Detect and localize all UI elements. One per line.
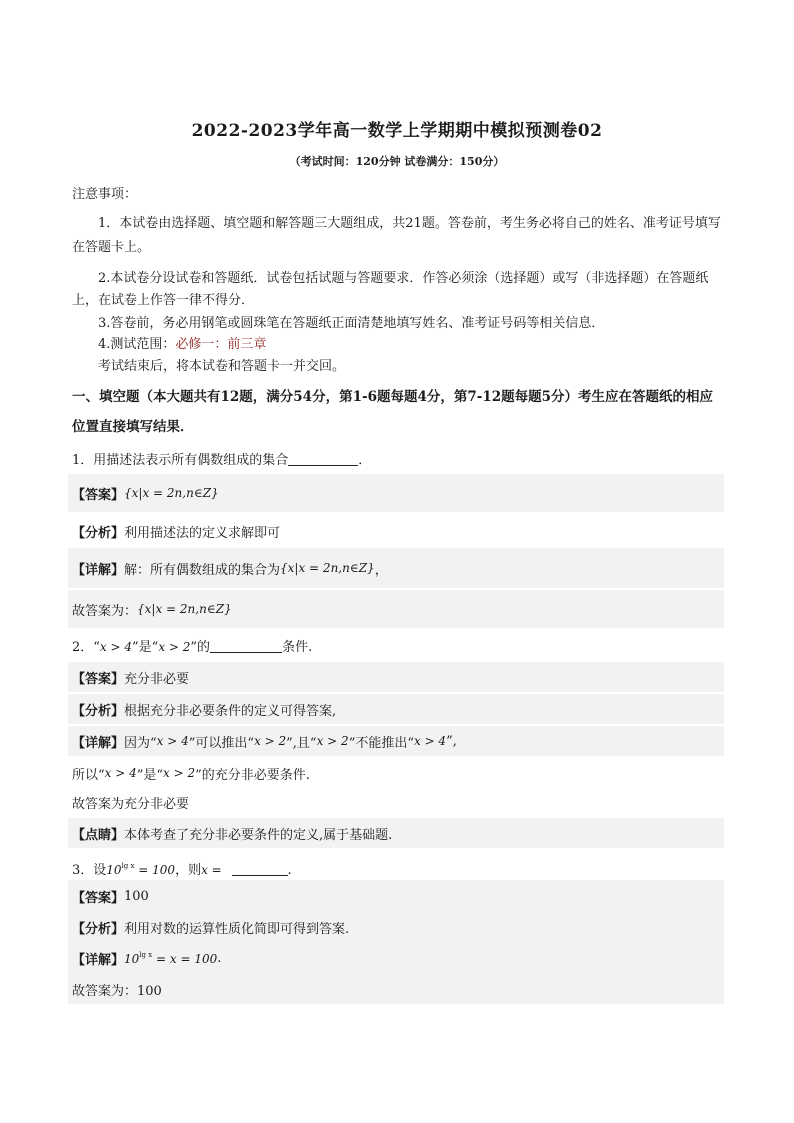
q2-comment-row [68,818,724,848]
question-1-end: ． [358,453,372,468]
note-3: 3.答卷前，务必用钢笔或圆珠笔在答题纸正面清楚地填写姓名、准考证号码等相关信息． [98,316,605,331]
question-3-part: 3．设 [72,863,107,878]
detail-part: ”, [446,733,457,749]
conclusion-part: ”的充分非必要条件. [195,767,310,783]
detail-math [124,951,217,966]
question-2-mid: ”是“ [132,640,159,655]
answer-label: 【答案】 [72,890,125,906]
page-title: 2022-2023学年高一数学上学期期中模拟预测卷02 [191,121,603,141]
analysis-text: 利用描述法的定义求解即可 [124,525,281,541]
answer-label: 【答案】 [72,671,125,687]
exam-info: （考试时间：120分钟 试卷满分：150分） [289,155,505,168]
q2-final-row [68,788,724,816]
detail-label: 【详解】 [72,735,125,751]
comment-label: 【点睛】 [72,827,125,843]
notes-heading: 注意事项： [72,187,138,202]
conclusion-math: x > 2 [163,766,196,780]
detail-label: 【详解】 [72,562,125,578]
detail-math: x > 4 [156,734,189,748]
q1-analysis-row [68,514,724,548]
q3-analysis-row [68,912,724,942]
detail-text: 解：所有偶数组成的集合为 [124,562,281,578]
note-5: 考试结束后，将本试卷和答题卡一并交回。 [98,359,346,374]
q1-detail-row [68,548,724,588]
q1-answer-row [68,474,724,512]
conclusion-part: 所以“ [72,767,105,783]
q3-answer-row [68,880,724,912]
question-2-close: ”的 [190,640,211,655]
question-2 [72,637,312,658]
comment-text: 本体考查了充分非必要条件的定义,属于基础题. [124,827,393,843]
question-3 [72,856,292,881]
question-1-text: 1．用描述法表示所有偶数组成的集合 [72,453,289,468]
math-variable: x [201,863,208,877]
q3-detail-row [68,942,724,974]
detail-math: {x|x = 2n,n∈Z} [280,561,375,575]
note-1: 1．本试卷由选择题、填空题和解答题三大题组成，共21题。答卷前，考生务必将自己的姓名、准考证号填写在答题卡上。 [72,216,721,255]
question-2-math-1: x > 4 [99,640,133,654]
analysis-text: 根据充分非必要条件的定义可得答案, [124,703,337,719]
answer-blank [288,451,358,466]
analysis-label: 【分析】 [72,525,125,541]
section-heading: 一、填空题（本大题共有12题，满分54分，第1-6题每题4分，第7-12题每题5分）考生应在答题纸的相应位置直接填写结果． [72,389,714,435]
final-text: 故答案为充分非必要 [72,796,190,812]
detail-math: x > 2 [316,734,349,748]
question-2-math-2: x > 2 [158,640,191,654]
q3-final-row [68,974,724,1004]
final-text: 故答案为：100 [72,983,162,999]
answer-blank [232,861,288,876]
math-base: 10 [106,863,122,877]
analysis-label: 【分析】 [72,921,125,937]
math-exponent: lg x [121,862,135,870]
detail-part: ”不能推出“ [348,735,414,751]
detail-end: . [217,950,222,966]
detail-label: 【详解】 [72,952,125,968]
answer-blank [210,638,282,653]
note-4-prefix: 4.测试范围： [98,337,176,352]
q2-detail-row [68,726,724,756]
q2-so-row [68,758,724,788]
answer-math: {x|x = 2n,n∈Z} [124,486,219,500]
detail-math: x > 2 [254,734,287,748]
question-2-end: 条件. [282,640,313,655]
detail-part: ”可以推出“ [188,735,255,751]
final-text: 故答案为： [72,603,138,619]
analysis-label: 【分析】 [72,703,125,719]
final-math: {x|x = 2n,n∈Z} [137,602,232,616]
conclusion-math: x > 4 [104,766,137,780]
detail-part: 因为“ [124,735,157,751]
q2-analysis-row [68,694,724,724]
note-2: 2.本试卷分设试卷和答题纸．试卷包括试题与答题要求．作答必须涂（选择题）或写（非选择题）在答题纸上，在试卷上作答一律不得分． [72,271,709,308]
note-4 [72,334,724,356]
answer-text: 100 [124,888,149,904]
math-equation: = x = 100 [152,951,218,966]
q2-answer-row [68,662,724,692]
detail-end: ， [374,562,388,578]
question-3-end: . [287,863,292,878]
q1-final-row [68,590,724,628]
detail-math: x > 4 [413,734,447,748]
test-range: 必修一：前三章 [175,337,267,352]
answer-text: 充分非必要 [124,671,190,687]
question-3-part: ，则 [175,863,202,878]
math-exponent: lg x [139,950,153,959]
question-1 [72,451,371,471]
question-2-open: 2．“ [72,640,100,655]
conclusion-part: ”是“ [136,767,164,783]
math-base: 10 [124,951,140,966]
math-equation: = 100 [134,863,176,877]
analysis-text: 利用对数的运算性质化简即可得到答案. [124,921,350,937]
math-equals: = [207,863,226,877]
answer-label: 【答案】 [72,487,125,503]
question-3-math [106,863,175,877]
detail-part: ”,且“ [286,735,317,751]
